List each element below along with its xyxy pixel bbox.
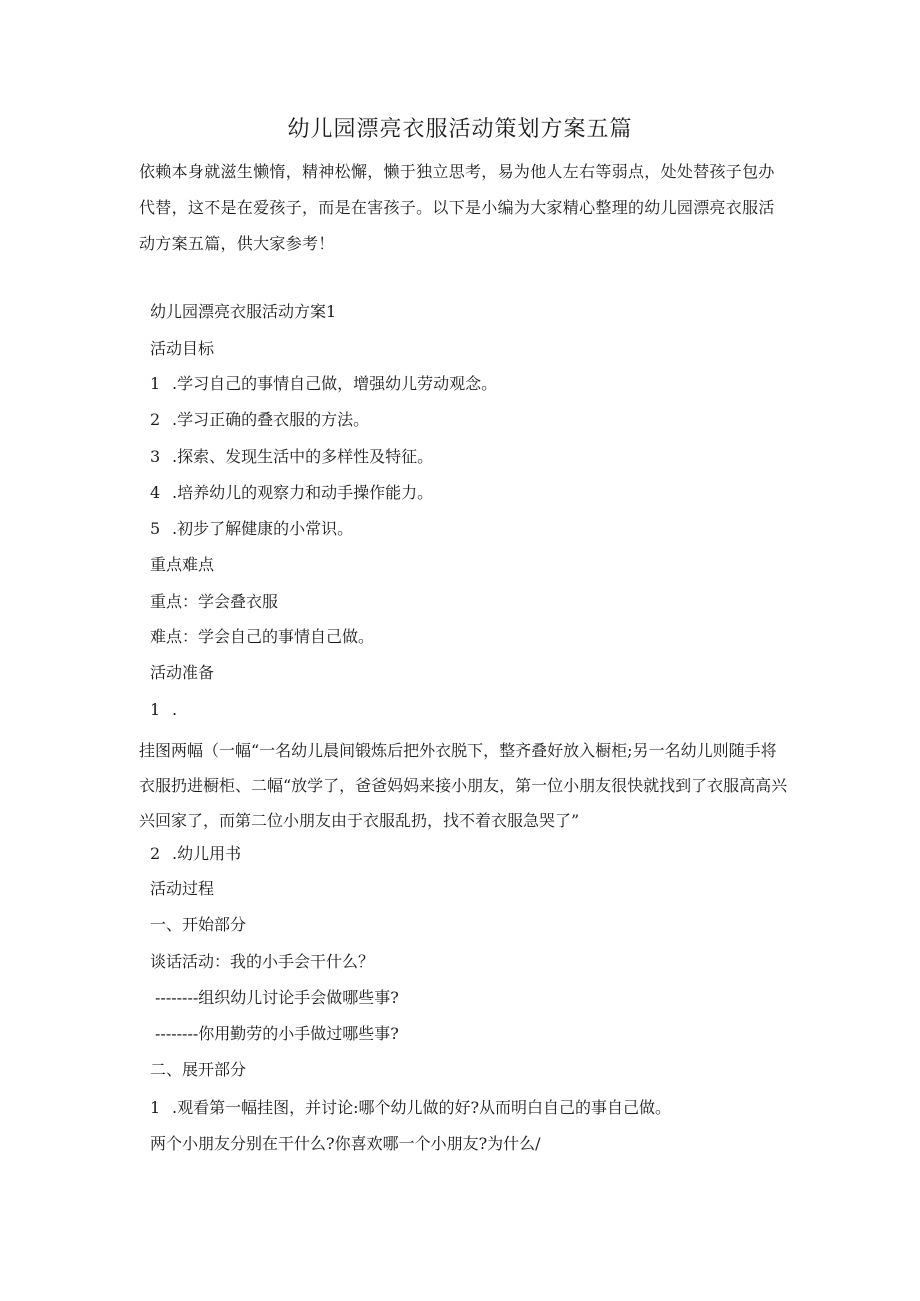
intro-paragraph: 依赖本身就滋生懒惰，精神松懈，懒于独立思考，易为他人左右等弱点，处处替孩子包办代替，这不是在爱孩子，而是在害孩子。以下是小编为大家精心整理的幼儿园漂亮衣服活动方案五篇，供大家参考！ <box>139 162 775 253</box>
prep-item-1 <box>150 698 177 722</box>
part-two-heading: 二、展开部分 <box>150 1060 247 1079</box>
prep-number: 1 <box>150 700 161 719</box>
key-point: 重点：学会叠衣服 <box>150 592 279 611</box>
prep-item-2 <box>150 842 241 866</box>
goal-number: 1 <box>150 374 161 393</box>
process-heading: 活动过程 <box>150 879 215 898</box>
goal-text: .培养幼儿的观察力和动手操作能力。 <box>172 483 434 502</box>
question-line: 两个小朋友分别在干什么?你喜欢哪一个小朋友?为什么/ <box>150 1134 541 1153</box>
prep-heading: 活动准备 <box>150 663 215 682</box>
goal-item <box>150 481 433 505</box>
prep-text: .幼儿用书 <box>172 844 242 863</box>
document-title: 幼儿园漂亮衣服活动策划方案五篇 <box>287 117 633 142</box>
goal-item <box>150 517 353 541</box>
step-number: 1 <box>150 1098 161 1117</box>
step-item-1 <box>150 1096 671 1120</box>
goal-item <box>150 372 497 396</box>
goals-heading: 活动目标 <box>150 339 215 358</box>
dash-item: --------组织幼儿讨论手会做哪些事? <box>155 988 399 1007</box>
goal-number: 2 <box>150 410 161 429</box>
part-one-heading: 一、开始部分 <box>150 915 247 934</box>
goal-item <box>150 445 433 469</box>
prep-paragraph: 挂图两幅（一幅“一名幼儿晨间锻炼后把外衣脱下，整齐叠好放入橱柜;另一名幼儿则随手将衣服扔进橱柜、二幅“放学了，爸爸妈妈来接小朋友，第一位小朋友很快就找到了衣服高高兴兴回家了，而第二位小朋友由于衣服乱扔，找不着衣服急哭了” <box>139 741 788 830</box>
goal-text: .学习正确的叠衣服的方法。 <box>172 410 370 429</box>
goal-number: 5 <box>150 519 161 538</box>
key-heading: 重点难点 <box>150 555 215 574</box>
goal-item <box>150 408 369 432</box>
goal-text: .探索、发现生活中的多样性及特征。 <box>172 447 434 466</box>
goal-number: 4 <box>150 483 161 502</box>
goal-text: .初步了解健康的小常识。 <box>172 519 354 538</box>
goal-number: 3 <box>150 447 161 466</box>
goal-text: .学习自己的事情自己做，增强幼儿劳动观念。 <box>172 374 498 393</box>
talk-activity: 谈话活动：我的小手会干什么？ <box>150 952 375 971</box>
prep-number: 2 <box>150 844 161 863</box>
section-title: 幼儿园漂亮衣服活动方案1 <box>150 302 337 321</box>
step-text: .观看第一幅挂图，并讨论:哪个幼儿做的好?从而明白自己的事自己做。 <box>172 1098 672 1117</box>
dash-item: --------你用勤劳的小手做过哪些事? <box>155 1024 399 1043</box>
prep-text: . <box>172 700 178 719</box>
difficulty-point: 难点：学会自己的事情自己做。 <box>150 627 375 646</box>
